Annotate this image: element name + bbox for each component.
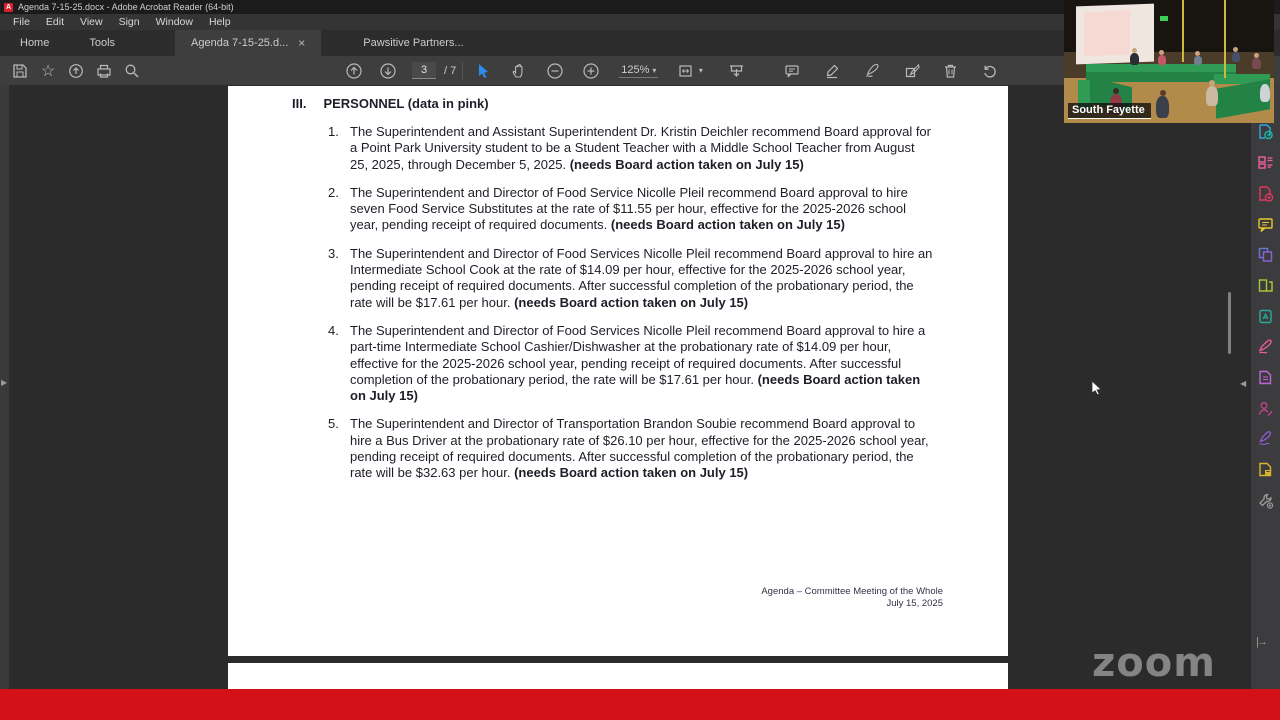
print-icon [96, 63, 112, 79]
export-pdf-icon [1257, 123, 1274, 140]
personnel-items [228, 124, 1008, 494]
previous-page-button[interactable] [340, 59, 368, 83]
pane-expand-icon[interactable]: |→ [1256, 636, 1266, 648]
save-icon [12, 63, 28, 79]
delete-button[interactable] [936, 59, 964, 83]
hand-tool-button[interactable] [505, 59, 533, 83]
chevron-down-icon: ▾ [652, 65, 657, 75]
meeting-attendee [1156, 96, 1169, 118]
tab-label: Pawsitive Partners... [363, 37, 464, 49]
share-upload-icon [68, 63, 84, 79]
tab-tools[interactable]: Tools [89, 37, 116, 49]
section-heading [292, 96, 489, 112]
tab-document-pawsitive[interactable] [347, 30, 479, 56]
menu-view[interactable]: View [80, 16, 103, 28]
zoom-out-button[interactable] [541, 59, 569, 83]
tools-sidebar [1250, 85, 1280, 689]
create-pdf-icon [1257, 185, 1274, 202]
exit-sign [1160, 16, 1168, 21]
fill-sign-tool[interactable] [1256, 337, 1275, 356]
chevron-down-icon: ▾ [698, 66, 703, 75]
list-item: 5. The Superintendent and Director of Transportation Brandon Soubie recommend Board approval to hire a Bus Driver at the probationary rate of $26.10 per hour, effective for the 2025-2026 school year, pending receipt of required documents. After successful completion of the probationary period, the rate will be $32.63 per hour. (needs Board action taken on July 15) [328, 416, 929, 481]
meeting-attendee [1194, 56, 1202, 65]
fill-sign-tool-icon [1257, 338, 1274, 355]
page-down-icon [379, 62, 397, 80]
organize-pages-tool[interactable] [1256, 276, 1275, 295]
stamp-button[interactable] [898, 59, 926, 83]
stamp-pen-icon [904, 63, 921, 79]
meeting-attendee [1206, 86, 1218, 106]
window-title: Agenda 7-15-25.docx - Adobe Acrobat Reader (64-bit) [18, 2, 234, 12]
menu-sign[interactable]: Sign [118, 16, 140, 28]
video-participant-label: South Fayette [1068, 103, 1151, 119]
wrench-icon [1257, 492, 1274, 509]
comment-tool[interactable] [1256, 215, 1275, 234]
comment-bubble-icon [784, 63, 800, 79]
nav-pane-expand-icon[interactable]: ▶ [1, 378, 8, 387]
highlighter-pen-icon [824, 63, 840, 79]
protect-doc-icon [1257, 461, 1274, 478]
vertical-scrollbar-thumb[interactable] [1228, 292, 1231, 354]
next-page-button[interactable] [374, 59, 402, 83]
comment-tool-icon [1257, 216, 1274, 233]
tools-pane-collapse-icon[interactable]: ◀ [1240, 379, 1247, 388]
tab-document-agenda[interactable] [175, 30, 321, 56]
more-tools[interactable] [1256, 491, 1275, 510]
list-item: 2. The Superintendent and Director of Food Service Nicolle Pleil recommend Board approval to hire seven Food Service Substitutes at the rate of $11.55 per hour, effective for the 2025-2026 school year, pending receipt of required documents. (needs Board action taken on July 15) [328, 184, 908, 233]
acrobat-logo-icon: A [5, 3, 12, 11]
export-pdf-tool[interactable] [1256, 122, 1275, 141]
search-icon [124, 63, 140, 79]
footer-line2: July 15, 2025 [886, 598, 943, 609]
page-number-input[interactable] [412, 62, 436, 79]
meeting-attendee [1130, 53, 1139, 65]
edit-pdf-tool[interactable] [1256, 153, 1275, 172]
prepare-form-icon [1257, 369, 1274, 386]
zoom-in-icon [582, 62, 600, 80]
zoom-out-icon [546, 62, 564, 80]
pdf-page-4[interactable] [228, 663, 1008, 689]
tab-close-icon[interactable]: × [298, 36, 306, 50]
find-button[interactable] [118, 59, 146, 83]
meeting-attendee [1260, 84, 1270, 102]
zoom-in-button[interactable] [577, 59, 605, 83]
sign-pen-icon [1257, 430, 1274, 447]
tab-label: Agenda 7-15-25.d... [191, 37, 289, 49]
tab-home[interactable]: Home [20, 37, 50, 49]
prepare-form-tool[interactable] [1256, 368, 1275, 387]
highlight-button[interactable] [818, 59, 846, 83]
request-e-signatures-tool[interactable] [1256, 399, 1275, 418]
page-footer [761, 586, 943, 610]
pdf-page-3[interactable] [228, 86, 1008, 656]
list-item: 4. The Superintendent and Director of Food Services Nicolle Pleil recommend Board approval to hire a part-time Intermediate School Cashier/Dishwasher at the probationary rate of $14.09 per hour, effective for the 2025-2026 school year, pending receipt of required documents. After successful completion of the probationary period, the rate will be $17.61 per hour. (needs Board action taken on July 15) [328, 322, 926, 404]
zoom-video-feed [1064, 0, 1274, 123]
fill-sign-nib-icon [864, 63, 881, 79]
save-button[interactable] [6, 59, 34, 83]
select-tool-button[interactable] [469, 59, 497, 83]
menu-window[interactable]: Window [155, 16, 193, 28]
page-up-icon [345, 62, 363, 80]
list-item: 3. The Superintendent and Director of Food Services Nicolle Pleil recommend Board approval to hire an Intermediate School Cook at the rate of $14.09 per hour, effective for the 2025-2026 school year, pending receipt of required documents. After successful completion of the probationary period, the rate will be $17.61 per hour. (needs Board action taken on July 15) [328, 245, 933, 310]
fill-sign-button[interactable] [858, 59, 886, 83]
fit-width-button[interactable] [672, 59, 708, 83]
footer-line1: Agenda – Committee Meeting of the Whole [761, 586, 943, 597]
page-count-label: / 7 [444, 64, 457, 77]
star-icon: ☆ [40, 62, 56, 80]
request-signature-person-icon [1257, 400, 1274, 417]
meeting-attendee [1232, 52, 1240, 62]
sign-tool[interactable] [1256, 429, 1275, 448]
protect-tool[interactable] [1256, 460, 1275, 479]
hand-icon [511, 63, 527, 79]
section-number: III. [292, 96, 307, 111]
projection-screen [1076, 4, 1154, 65]
undo-button[interactable] [976, 59, 1004, 83]
zoom-level-select[interactable] [619, 63, 658, 78]
create-pdf-tool[interactable] [1256, 184, 1275, 203]
combine-files-icon [1257, 246, 1274, 263]
share-button[interactable] [62, 59, 90, 83]
meeting-attendee [1252, 58, 1261, 69]
comment-button[interactable] [778, 59, 806, 83]
scan-ocr-icon [1257, 308, 1274, 325]
zoom-level-value: 125% [621, 64, 650, 76]
list-item: 1. The Superintendent and Assistant Superintendent Dr. Kristin Deichler recommend Board approval for a Point Park University student to be a Student Teacher with a Middle School Teacher from August 25, 2025, through December 5, 2025. (needs Board action taken on July 15) [328, 124, 931, 172]
stream-bottom-bar [0, 689, 1280, 720]
organize-pages-icon [1257, 277, 1274, 294]
menu-edit[interactable]: Edit [45, 16, 65, 28]
page-content [228, 86, 1008, 656]
menu-file[interactable]: File [13, 16, 30, 28]
star-button[interactable] [34, 59, 62, 83]
menu-help[interactable]: Help [208, 16, 231, 28]
scan-ocr-tool[interactable] [1256, 307, 1275, 326]
presentation-mode-button[interactable] [722, 59, 750, 83]
combine-files-tool[interactable] [1256, 245, 1275, 264]
presentation-screen-icon [728, 63, 745, 79]
meeting-attendee [1158, 55, 1166, 65]
trash-icon [943, 63, 958, 79]
zoom-watermark: zoom [1092, 640, 1216, 686]
print-button[interactable] [90, 59, 118, 83]
edit-pdf-icon [1257, 154, 1274, 171]
section-title: PERSONNEL (data in pink) [323, 96, 489, 111]
navigation-pane-strip[interactable] [0, 85, 9, 689]
mouse-cursor [1091, 380, 1103, 401]
select-cursor-icon [475, 63, 491, 79]
fit-width-icon [678, 63, 696, 79]
rotate-ccw-icon [982, 63, 998, 79]
